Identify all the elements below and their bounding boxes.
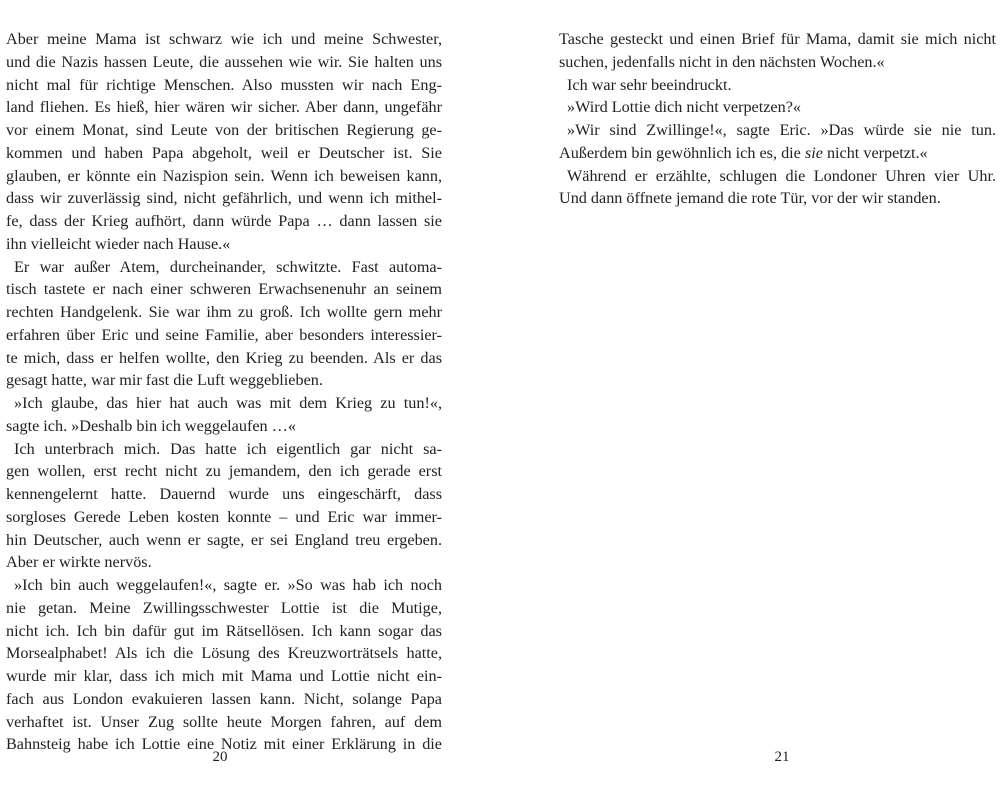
page-number-right: 21 (774, 749, 790, 765)
text-line: Aber meine Mama ist schwarz wie ich und meine Schwester, (6, 30, 442, 48)
text-line: dass wir zuverlässig sind, nicht gefährlich, und wenn ich mithel- (6, 189, 442, 208)
text-line: Bahnsteig habe ich Lottie eine Notiz mit einer Erklärung in die (6, 735, 442, 754)
text-line: Ich war sehr beeindruckt. (567, 75, 732, 94)
text-line: fach aus London evakuieren lassen kann. Nicht, solange Papa (6, 689, 442, 708)
text-segment: Außerdem bin gewöhnlich ich es, die (559, 143, 805, 162)
text-line: hin Deutscher, auch wenn er sagte, er sei England treu ergeben. (6, 530, 442, 549)
text-line: Während er erzählte, schlugen die Londoner Uhren vier Uhr. (567, 166, 996, 185)
text-line: nicht ich. Ich bin dafür gut im Rätsellösen. Ich kann sogar das (6, 621, 442, 640)
text-line: Er war außer Atem, durcheinander, schwitzte. Fast automa- (14, 257, 442, 276)
text-line: rechten Handgelenk. Sie war ihm zu groß. Ich wollte gern mehr (6, 303, 442, 321)
left-page (6, 28, 442, 756)
text-line: Ich unterbrach mich. Das hatte ich eigentlich gar nicht sa- (14, 439, 442, 458)
text-line: gesagt hatte, war mir fast die Luft weggeblieben. (6, 371, 323, 390)
text-line: gen wollen, erst recht nicht zu jemandem, den ich gerade erst (6, 462, 442, 481)
text-line: »Wird Lottie dich nicht verpetzen?« (567, 98, 801, 117)
emphasized-word: sie (804, 143, 823, 162)
text-line: sagte ich. »Deshalb bin ich weggelaufen …« (6, 416, 296, 435)
text-line: verhaftet ist. Unser Zug sollte heute Morgen fahren, auf dem (6, 712, 442, 731)
text-line: nie getan. Meine Zwillingsschwester Lottie ist die Mutige, (6, 598, 442, 617)
right-page (559, 28, 996, 210)
text-line: te mich, dass er helfen wollte, den Krieg zu beenden. Als er das (6, 348, 442, 367)
text-line: sorgloses Gerede Leben kosten konnte – und Eric war immer- (6, 507, 442, 526)
text-line: wurde mir klar, dass ich mich mit Mama und Lottie nicht ein- (6, 667, 442, 685)
text-line: kennengelernt hatte. Dauernd wurde uns eingeschärft, dass (6, 485, 442, 503)
text-line: tisch tastete er nach einer schweren Erwachsenenuhr an seinem (6, 280, 442, 299)
text-line: Tasche gesteckt und einen Brief für Mama, damit sie mich nicht (559, 30, 996, 48)
text-line: nicht mal für richtige Menschen. Also mussten wir nach Eng- (6, 75, 442, 94)
text-line: ihn vielleicht wieder nach Hause.« (6, 234, 231, 253)
text-line: »Wir sind Zwillinge!«, sagte Eric. »Das würde sie nie tun. (567, 121, 996, 139)
text-line: kommen und haben Papa abgeholt, weil er Deutscher ist. Sie (6, 143, 442, 162)
text-line: Morsealphabet! Als ich die Lösung des Kreuzworträtsels hatte, (6, 644, 442, 663)
text-line: Und dann öffnete jemand die rote Tür, vor der wir standen. (559, 189, 941, 208)
text-line (559, 142, 996, 165)
text-line: »Ich glaube, das hier hat auch was mit dem Krieg zu tun!«, (14, 394, 442, 412)
text-line: und die Nazis hassen Leute, die aussehen wie wir. Sie halten uns (6, 52, 442, 71)
text-line: suchen, jedenfalls nicht in den nächsten Wochen.« (559, 52, 885, 71)
text-line: Aber er wirkte nervös. (6, 553, 152, 572)
page-number-left: 20 (212, 749, 228, 765)
text-line: erfahren über Eric und seine Familie, aber besonders interessier- (6, 325, 442, 344)
text-line: fe, dass der Krieg aufhört, dann würde Papa … dann lassen sie (6, 212, 442, 230)
text-line: glauben, er könnte ein Nazispion sein. Wenn ich beweisen kann, (6, 166, 442, 185)
text-segment: nicht verpetzt.« (822, 143, 928, 162)
text-line: »Ich bin auch weggelaufen!«, sagte er. »So was hab ich noch (14, 576, 442, 594)
text-line: land fliehen. Es hieß, hier wären wir sicher. Aber dann, ungefähr (6, 98, 442, 117)
text-line: vor einem Monat, sind Leute von der britischen Regierung ge- (6, 121, 442, 139)
